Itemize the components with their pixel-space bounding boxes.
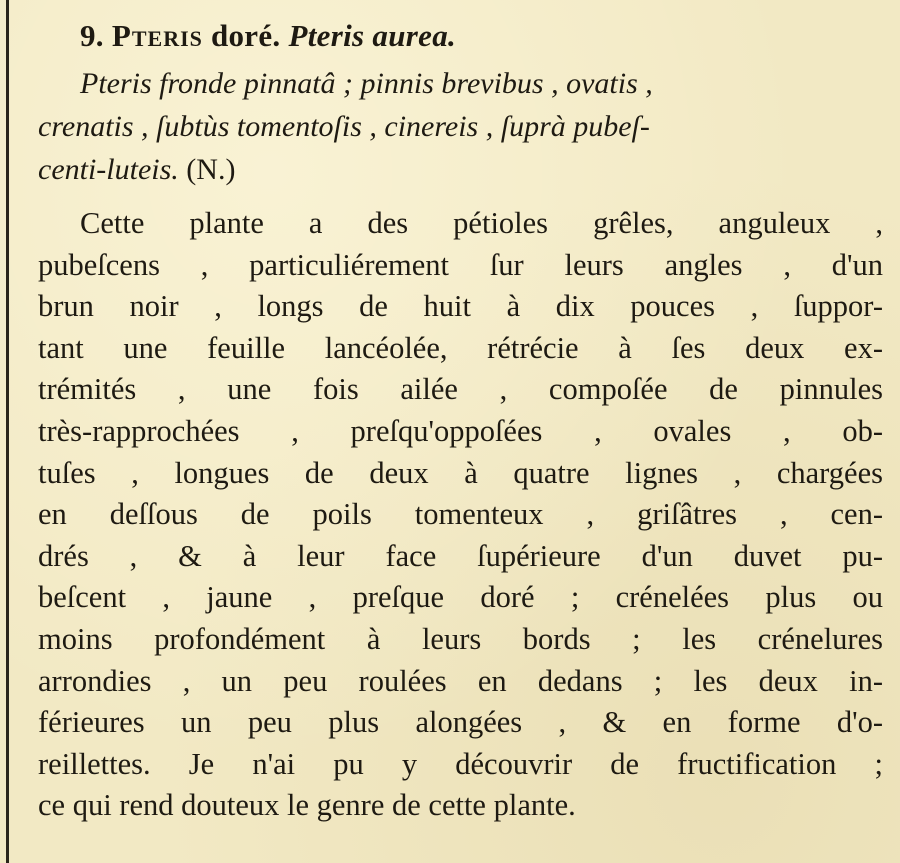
entry-heading — [38, 14, 883, 58]
species-entry — [38, 14, 883, 827]
margin-rule — [6, 0, 9, 863]
description-line: très-rapprochées , preſqu'oppoſées , ovales , ob- — [38, 413, 883, 448]
french-name: doré. — [210, 18, 281, 53]
species-description — [38, 203, 883, 827]
diagnosis-line-final — [38, 148, 883, 191]
description-line: brun noir , longs de huit à dix pouces , ſuppor- — [38, 289, 883, 324]
description-line: tant une feuille lancéolée, rétrécie à ſes deux ex- — [38, 330, 883, 365]
description-line: en deſſous de poils tomenteux , griſâtres , cen- — [38, 497, 883, 532]
description-line: tuſes , longues de deux à quatre lignes , chargées — [38, 455, 883, 490]
description-line: reillettes. Je n'ai pu y découvrir de fructification ; — [38, 746, 883, 781]
entry-number: 9. — [80, 18, 104, 53]
diagnosis-line: Pteris fronde pinnatâ ; pinnis brevibus , ovatis , — [80, 67, 653, 100]
genus-name: Pteris — [111, 18, 203, 53]
diagnosis-line: centi-luteis. — [38, 153, 179, 186]
diagnosis-line: crenatis , ſubtùs tomentoſis , cinereis , ſuprà pubeſ- — [38, 110, 650, 143]
description-line: pubeſcens , particuliérement ſur leurs angles , d'un — [38, 247, 883, 282]
description-line: moins profondément à leurs bords ; les crénelures — [38, 621, 883, 656]
author-abbreviation: (N.) — [186, 153, 236, 186]
description-line: trémités , une fois ailée , compoſée de pinnules — [38, 372, 883, 407]
description-line: Cette plante a des pétioles grêles, anguleux , — [80, 206, 883, 240]
latin-name: Pteris aurea. — [288, 18, 457, 53]
description-line: beſcent , jaune , preſque doré ; crénelées plus ou — [38, 580, 883, 615]
description-line: arrondies , un peu roulées en dedans ; les deux in- — [38, 663, 883, 698]
latin-diagnosis — [38, 62, 883, 191]
description-line: ce qui rend douteux le genre de cette plante. — [38, 788, 576, 823]
description-line: férieures un peu plus alongées , & en forme d'o- — [38, 705, 883, 740]
description-line: drés , & à leur face ſupérieure d'un duvet pu- — [38, 538, 883, 573]
